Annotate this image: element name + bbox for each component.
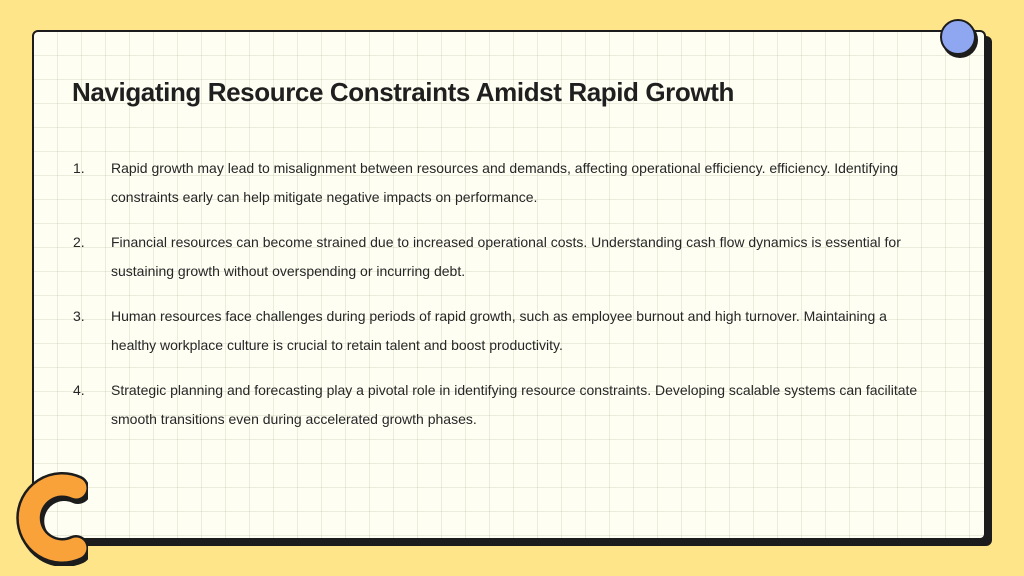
list-item [72,302,922,359]
list-item-text: Rapid growth may lead to misalignment between resources and demands, affecting operational efficiency. efficiency. Identifying constraints early can help mitigate negative impacts on performance. [111,160,899,205]
list-item-text: Strategic planning and forecasting play a pivotal role in identifying resource constraints. Developing scalable systems can facilitate smooth transitions even during accelerated growth phases. [111,382,918,427]
list-item-number: 2. [73,234,85,250]
list-item-text: Financial resources can become strained due to increased operational costs. Understanding cash flow dynamics is essential for sustaining growth without overspending or incurring debt. [111,234,901,279]
list-item-number: 4. [73,382,85,398]
list-item-number: 3. [73,308,85,324]
decorative-c-shape-icon [6,466,88,566]
list-item [72,376,922,433]
list-item-text: Human resources face challenges during periods of rapid growth, such as employee burnout and high turnover. Maintaining a healthy workplace culture is crucial to retain talent and boost productivity. [111,308,887,353]
numbered-list [72,154,922,450]
list-item-number: 1. [73,160,85,176]
decorative-circle-icon [940,19,976,55]
list-item [72,154,922,211]
list-item [72,228,922,285]
slide-card [32,30,986,540]
slide-title: Navigating Resource Constraints Amidst Rapid Growth [72,77,734,107]
